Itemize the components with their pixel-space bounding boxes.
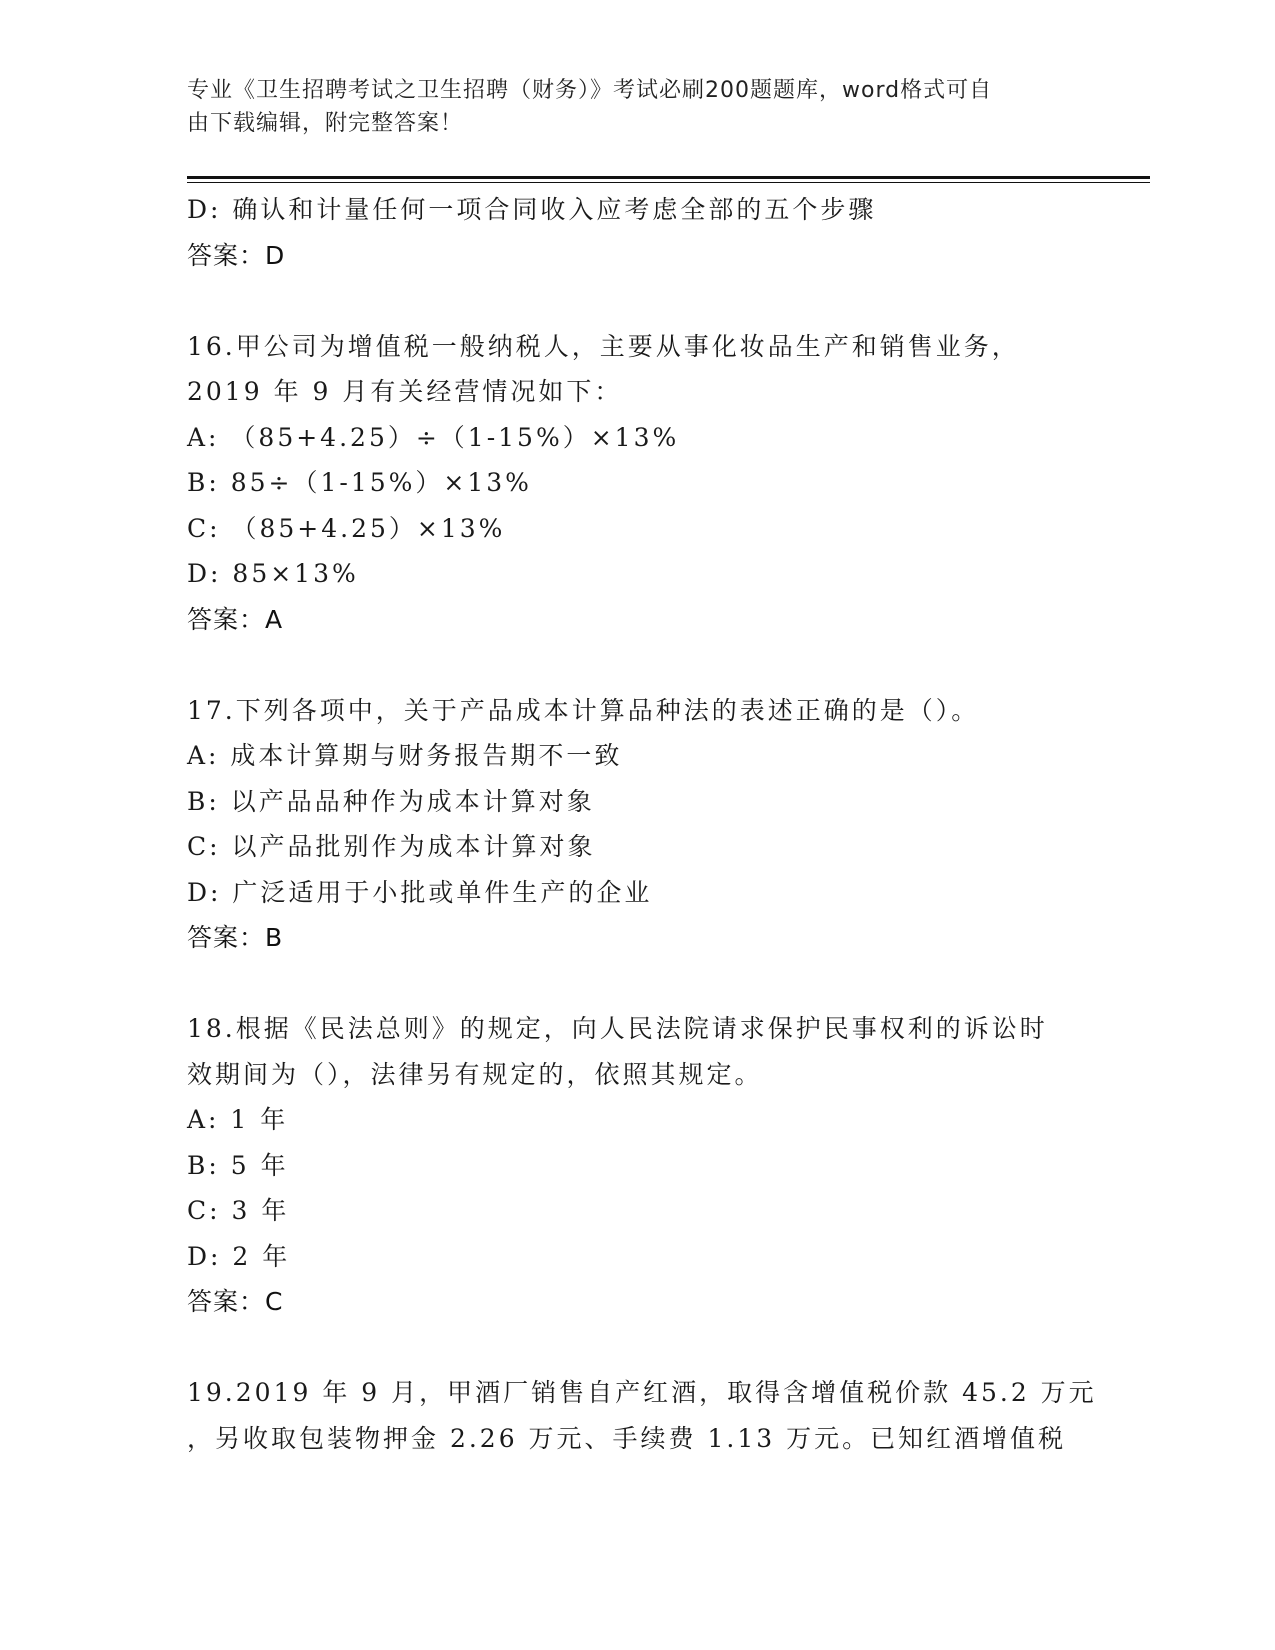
- option-b: B: 85÷（1-15%）×13%: [187, 468, 532, 497]
- document-header: [187, 74, 1067, 140]
- option-c: C: （85+4.25）×13%: [187, 513, 506, 543]
- question-prev: [187, 187, 1087, 278]
- answer: 答案：D: [187, 240, 286, 270]
- question-stem: 16.甲公司为增值税一般纳税人，主要从事化妆品生产和销售业务，: [187, 331, 1020, 361]
- header-divider-thin: [187, 182, 1150, 183]
- option-d: D: 85×13%: [187, 559, 359, 588]
- question-16: [187, 324, 1087, 643]
- answer: 答案：A: [187, 604, 284, 634]
- option-d: D: 广泛适用于小批或单件生产的企业: [187, 877, 653, 907]
- header-line-2: 由下载编辑，附完整答案！: [187, 111, 464, 136]
- question-stem: 2019 年 9 月有关经营情况如下：: [187, 377, 623, 406]
- option-a: A: （85+4.25）÷（1-15%）×13%: [187, 422, 680, 452]
- spacer: [187, 1325, 1087, 1371]
- spacer: [187, 961, 1087, 1007]
- question-17: [187, 688, 1087, 961]
- header-line-1: 专业《卫生招聘考试之卫生招聘（财务）》考试必刷200题题库，word格式可自: [187, 78, 993, 103]
- question-18: [187, 1006, 1087, 1325]
- option-c: C: 3 年: [187, 1196, 290, 1225]
- question-stem: 效期间为（），法律另有规定的，依照其规定。: [187, 1059, 763, 1089]
- option-a: A: 成本计算期与财务报告期不一致: [187, 741, 623, 770]
- spacer: [187, 278, 1087, 324]
- question-stem: 19.2019 年 9 月，甲酒厂销售自产红酒，取得含增值税价款 45.2 万元: [187, 1378, 1097, 1407]
- option-b: B: 5 年: [187, 1150, 289, 1180]
- question-stem: 17.下列各项中，关于产品成本计算品种法的表述正确的是（）。: [187, 695, 980, 725]
- spacer: [187, 642, 1087, 688]
- answer: 答案：C: [187, 1287, 284, 1316]
- header-divider-thick: [187, 176, 1150, 179]
- option-b: B: 以产品品种作为成本计算对象: [187, 786, 595, 816]
- question-stem: ，另收取包装物押金 2.26 万元、手续费 1.13 万元。已知红酒增值税: [187, 1423, 1067, 1453]
- option-d: D: 2 年: [187, 1241, 291, 1271]
- question-stem: 18.根据《民法总则》的规定，向人民法院请求保护民事权利的诉讼时: [187, 1014, 1048, 1043]
- option-d: D: 确认和计量任何一项合同收入应考虑全部的五个步骤: [187, 195, 877, 224]
- question-19: [187, 1370, 1097, 1461]
- option-c: C: 以产品批别作为成本计算对象: [187, 832, 596, 861]
- option-a: A: 1 年: [187, 1105, 289, 1134]
- answer: 答案：B: [187, 923, 284, 952]
- question-list: [187, 187, 1097, 1461]
